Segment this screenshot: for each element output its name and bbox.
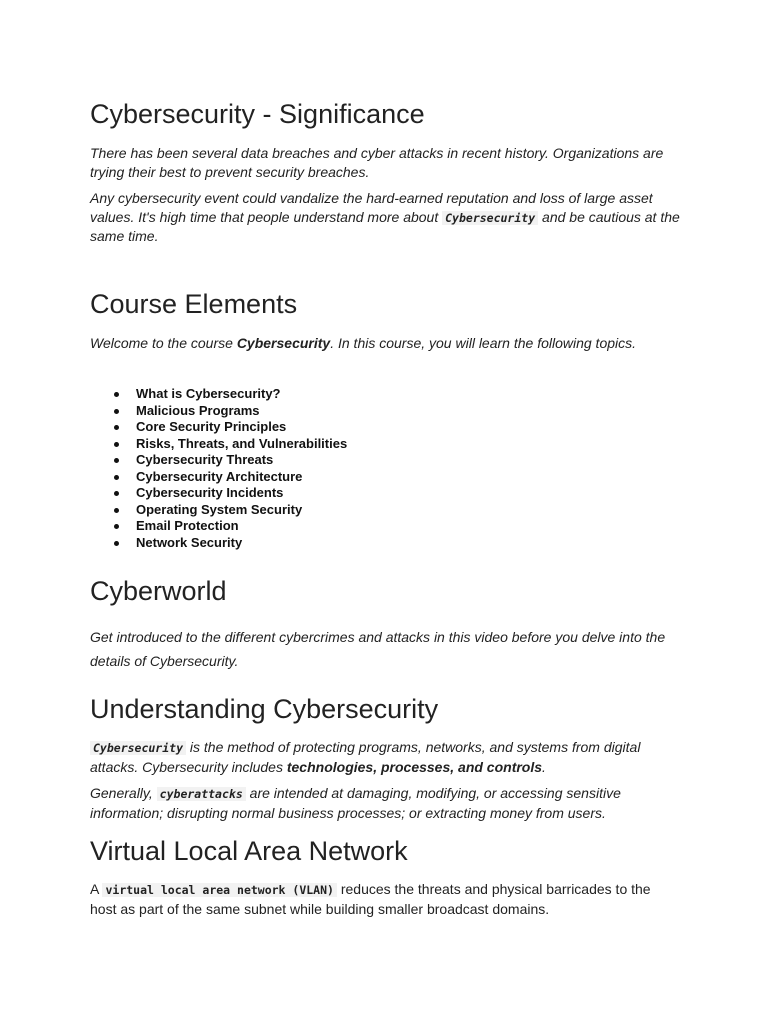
course-intro-paragraph	[90, 334, 680, 353]
bullet-icon	[114, 425, 119, 430]
topic-list-item	[90, 469, 347, 486]
code-term-cybersecurity: Cybersecurity	[442, 211, 538, 225]
understanding-paragraph-1	[90, 738, 680, 776]
significance-paragraph-1: There has been several data breaches and cyber attacks in recent history. Organizations are trying their best to prevent security breaches.	[90, 145, 664, 180]
vlan-text-b: reduces the threats and physical barricades to the host as part of the same subnet while building smaller broadcast domains.	[90, 881, 651, 917]
bullet-icon	[114, 409, 119, 414]
heading-understanding-cybersecurity: Understanding Cybersecurity	[90, 694, 439, 724]
heading-cybersecurity-significance: Cybersecurity - Significance	[90, 99, 425, 129]
vlan-text-a: A	[90, 881, 103, 897]
bullet-icon	[114, 541, 119, 546]
course-intro-text-a: Welcome to the course	[90, 335, 237, 351]
topic-list-item	[90, 436, 347, 453]
significance-paragraph-2	[90, 189, 680, 246]
bullet-icon	[114, 458, 119, 463]
understanding-text-a: is the method of protecting programs, networks, and systems from digital attacks. Cybersecurity includes	[90, 739, 641, 775]
topic-list-item	[90, 485, 347, 502]
bullet-icon	[114, 475, 119, 480]
bullet-icon	[114, 524, 119, 529]
topic-list-item	[90, 518, 347, 535]
course-intro-text-b: . In this course, you will learn the following topics.	[330, 335, 637, 351]
cyberworld-paragraph: Get introduced to the different cybercrimes and attacks in this video before you delve into the details of Cybersecurity.	[90, 629, 666, 669]
topic-label: Core Security Principles	[136, 419, 287, 434]
bullet-icon	[114, 442, 119, 447]
topic-list-item	[90, 502, 347, 519]
course-name: Cybersecurity	[236, 335, 331, 351]
topic-list-item	[90, 386, 347, 403]
topics-list	[90, 386, 347, 551]
topic-label: Cybersecurity Threats	[136, 452, 274, 467]
topic-list-item	[90, 419, 347, 436]
topic-label: Cybersecurity Architecture	[136, 468, 303, 484]
understanding-text-b: .	[542, 758, 546, 775]
heading-cyberworld: Cyberworld	[90, 576, 227, 606]
bullet-icon	[114, 491, 119, 496]
code-term-cybersecurity-def: Cybersecurity	[90, 741, 186, 755]
understanding-paragraph-2	[90, 784, 680, 822]
vlan-paragraph	[90, 880, 680, 918]
topic-label: Cybersecurity Incidents	[136, 485, 284, 500]
topic-list-item	[90, 452, 347, 469]
topic-label: Risks, Threats, and Vulnerabilities	[136, 435, 348, 451]
significance-text-a: Any cybersecurity event could vandalize the hard-earned reputation and loss of large asset values. It's high time that people understand more about	[90, 190, 653, 225]
understanding-p2-text-a: Generally,	[90, 785, 157, 801]
topic-list-item	[90, 403, 347, 420]
topic-label: Operating System Security	[136, 501, 303, 517]
understanding-bold-terms: technologies, processes, and controls	[286, 758, 543, 775]
bullet-icon	[114, 392, 119, 397]
code-term-vlan: virtual local area network (VLAN)	[102, 883, 336, 897]
significance-text-b: and be cautious at the same time.	[90, 208, 680, 244]
heading-course-elements: Course Elements	[90, 289, 298, 319]
code-term-cyberattacks: cyberattacks	[157, 787, 246, 801]
understanding-p2-text-b: are intended at damaging, modifying, or accessing sensitive information; disrupting normal business processes; or extracting money from users.	[90, 785, 621, 821]
bullet-icon	[114, 508, 119, 513]
topic-label: Malicious Programs	[136, 402, 260, 418]
topic-label: Email Protection	[136, 518, 239, 533]
topic-label: Network Security	[136, 534, 243, 550]
topic-label: What is Cybersecurity?	[136, 386, 281, 401]
topic-list-item	[90, 535, 347, 552]
heading-vlan: Virtual Local Area Network	[90, 836, 408, 866]
